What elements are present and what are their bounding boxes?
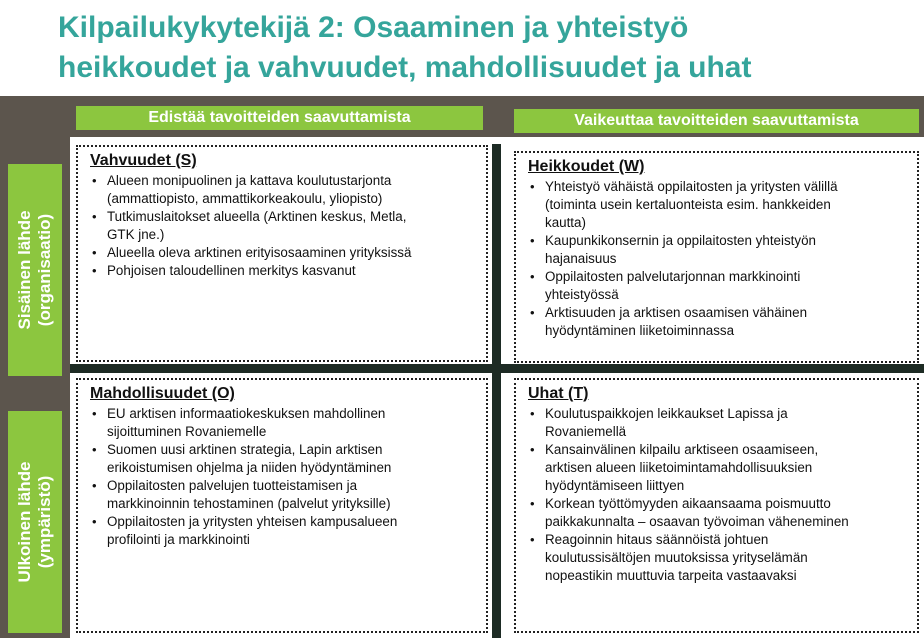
list-item-line: hajanaisuus — [545, 251, 617, 266]
list-item — [90, 405, 476, 441]
list-item — [90, 208, 476, 244]
list-item-line: arktisen alueen liiketoimintamahdollisuuksien — [545, 460, 813, 475]
list-item — [528, 495, 907, 531]
list-item-line: yhteistyössä — [545, 287, 619, 302]
list-item — [90, 262, 476, 280]
quadrant-title: Heikkoudet (W) — [528, 158, 645, 175]
row-label-external — [8, 411, 62, 633]
list-item-line: • EU arktisen informaatiokeskuksen mahdollinen — [107, 406, 386, 421]
list-item — [90, 244, 476, 262]
quadrant-title: Uhat (T) — [528, 385, 589, 402]
list-item-line: • Oppilaitosten palvelutarjonnan markkinointi — [545, 269, 801, 284]
list-item-line: profilointi ja markkinointi — [107, 532, 250, 547]
row-label-internal-line-1: Sisäinen lähde — [15, 210, 34, 330]
quadrant-strengths — [76, 145, 488, 362]
list-item-line: erikoistumisen ohjelma ja niiden hyödyntäminen — [107, 460, 392, 475]
list-item — [90, 513, 476, 549]
column-header-hinders: Vaikeuttaa tavoitteiden saavuttamista — [514, 109, 919, 133]
list-item-line: (toiminta usein kertaluonteista esim. hankkeiden — [545, 197, 831, 212]
list-item — [90, 172, 476, 208]
list-item-line: hyödyntäminen liiketoiminnassa — [545, 323, 735, 338]
quadrant-opportunities — [76, 378, 488, 633]
row-label-internal — [8, 164, 62, 376]
list-item-line: • Kaupunkikonsernin ja oppilaitosten yhteistyön — [545, 233, 816, 248]
quadrant-threats — [514, 378, 919, 633]
list-item-line: Rovaniemellä — [545, 424, 627, 439]
item-list — [90, 405, 476, 549]
quadrant-title: Vahvuudet (S) — [90, 152, 197, 169]
list-item-line: • Alueella oleva arktinen erityisosaaminen yrityksissä — [107, 245, 412, 260]
quadrant-title: Mahdollisuudet (O) — [90, 385, 235, 402]
list-item-line: • Alueen monipuolinen ja kattava koulutustarjonta — [107, 173, 392, 188]
page-title — [58, 8, 918, 88]
list-item-line: • Reagoinnin hitaus säännöistä johtuen — [545, 532, 769, 547]
column-header-helps: Edistää tavoitteiden saavuttamista — [76, 106, 483, 130]
list-item-line: markkinoinnin tehostaminen (palvelut yrityksille) — [107, 496, 391, 511]
list-item-line: • Tutkimuslaitokset alueella (Arktinen keskus, Metla, — [107, 209, 407, 224]
list-item-line: • Korkean työttömyyden aikaansaama poismuutto — [545, 496, 831, 511]
list-item-line: • Oppilaitosten palvelujen tuotteistamisen ja — [107, 478, 358, 493]
list-item-line: sijoittuminen Rovaniemelle — [107, 424, 267, 439]
list-item — [528, 268, 907, 304]
list-item-line: paikkakunnalta – osaavan työvoiman väheneminen — [545, 514, 849, 529]
list-item — [528, 531, 907, 585]
list-item-line: • Kansainvälinen kilpailu arktiseen osaamiseen, — [545, 442, 819, 457]
item-list — [528, 178, 907, 340]
list-item — [528, 441, 907, 495]
quadrant-weaknesses — [514, 151, 919, 363]
list-item — [528, 304, 907, 340]
vertical-divider — [492, 144, 501, 638]
list-item-line: • Arktisuuden ja arktisen osaamisen vähäinen — [545, 305, 808, 320]
row-label-external-line-2: (ympäristö) — [35, 475, 54, 569]
list-item — [90, 441, 476, 477]
list-item — [528, 232, 907, 268]
row-label-internal-line-2: (organisaatio) — [35, 213, 54, 327]
list-item-line: • Oppilaitosten ja yritysten yhteisen kampusalueen — [107, 514, 398, 529]
row-label-external-line-1: Ulkoinen lähde — [15, 461, 34, 583]
list-item-line: koulutussisältöjen muutoksissa yrityselämän — [545, 550, 808, 565]
title-line-2: heikkoudet ja vahvuudet, mahdollisuudet ja uhat — [58, 51, 752, 84]
title-line-1: Kilpailukykytekijä 2: Osaaminen ja yhteistyö — [58, 11, 689, 44]
item-list — [90, 172, 476, 280]
list-item-line: • Yhteistyö vähäistä oppilaitosten ja yritysten välillä — [545, 179, 838, 194]
list-item-line: • Suomen uusi arktinen strategia, Lapin arktisen — [107, 442, 383, 457]
list-item — [528, 178, 907, 232]
item-list — [528, 405, 907, 585]
list-item-line: • Pohjoisen taloudellinen merkitys kasvanut — [107, 263, 356, 278]
list-item — [90, 477, 476, 513]
list-item-line: (ammattiopisto, ammattikorkeakoulu, yliopisto) — [107, 191, 383, 206]
list-item-line: kautta) — [545, 215, 586, 230]
list-item-line: GTK jne.) — [107, 227, 165, 242]
list-item-line: hyödyntämiseen liittyen — [545, 478, 685, 493]
horizontal-divider — [70, 364, 924, 373]
list-item — [528, 405, 907, 441]
list-item-line: • Koulutuspaikkojen leikkaukset Lapissa ja — [545, 406, 788, 421]
list-item-line: nopeastikin muuttuvia tarpeita vastaavaksi — [545, 568, 797, 583]
